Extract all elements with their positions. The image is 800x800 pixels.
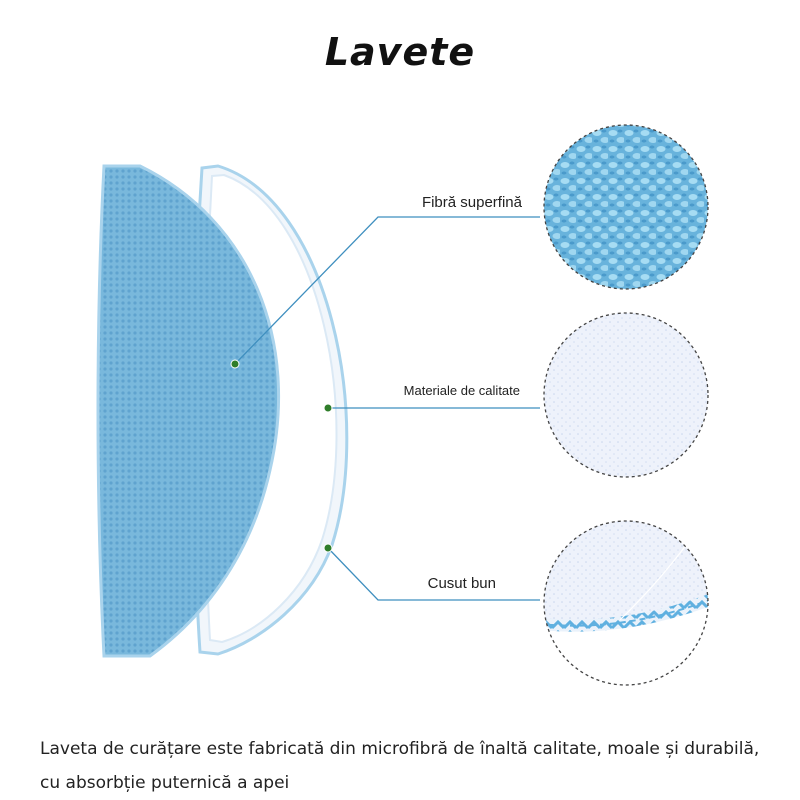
page-title: Lavete	[324, 30, 476, 74]
seam-zoom	[540, 520, 720, 700]
callout-dot-1	[231, 360, 239, 368]
description-caption: Laveta de curățare este fabricată din microfibră de înaltă calitate, moale și durabilă, cu absorbție puternică a apei	[40, 739, 760, 793]
callout-label-2: Materiale de calitate	[403, 383, 520, 398]
callout-line-3	[328, 548, 540, 600]
callout-label-3: Cusut bun	[427, 575, 496, 592]
callout-label-1: Fibră superfină	[421, 194, 522, 211]
fabric-zoom	[544, 313, 708, 477]
microfiber-zoom	[544, 125, 708, 289]
callout-dot-2	[324, 404, 332, 412]
callout-dot-3	[324, 544, 332, 552]
